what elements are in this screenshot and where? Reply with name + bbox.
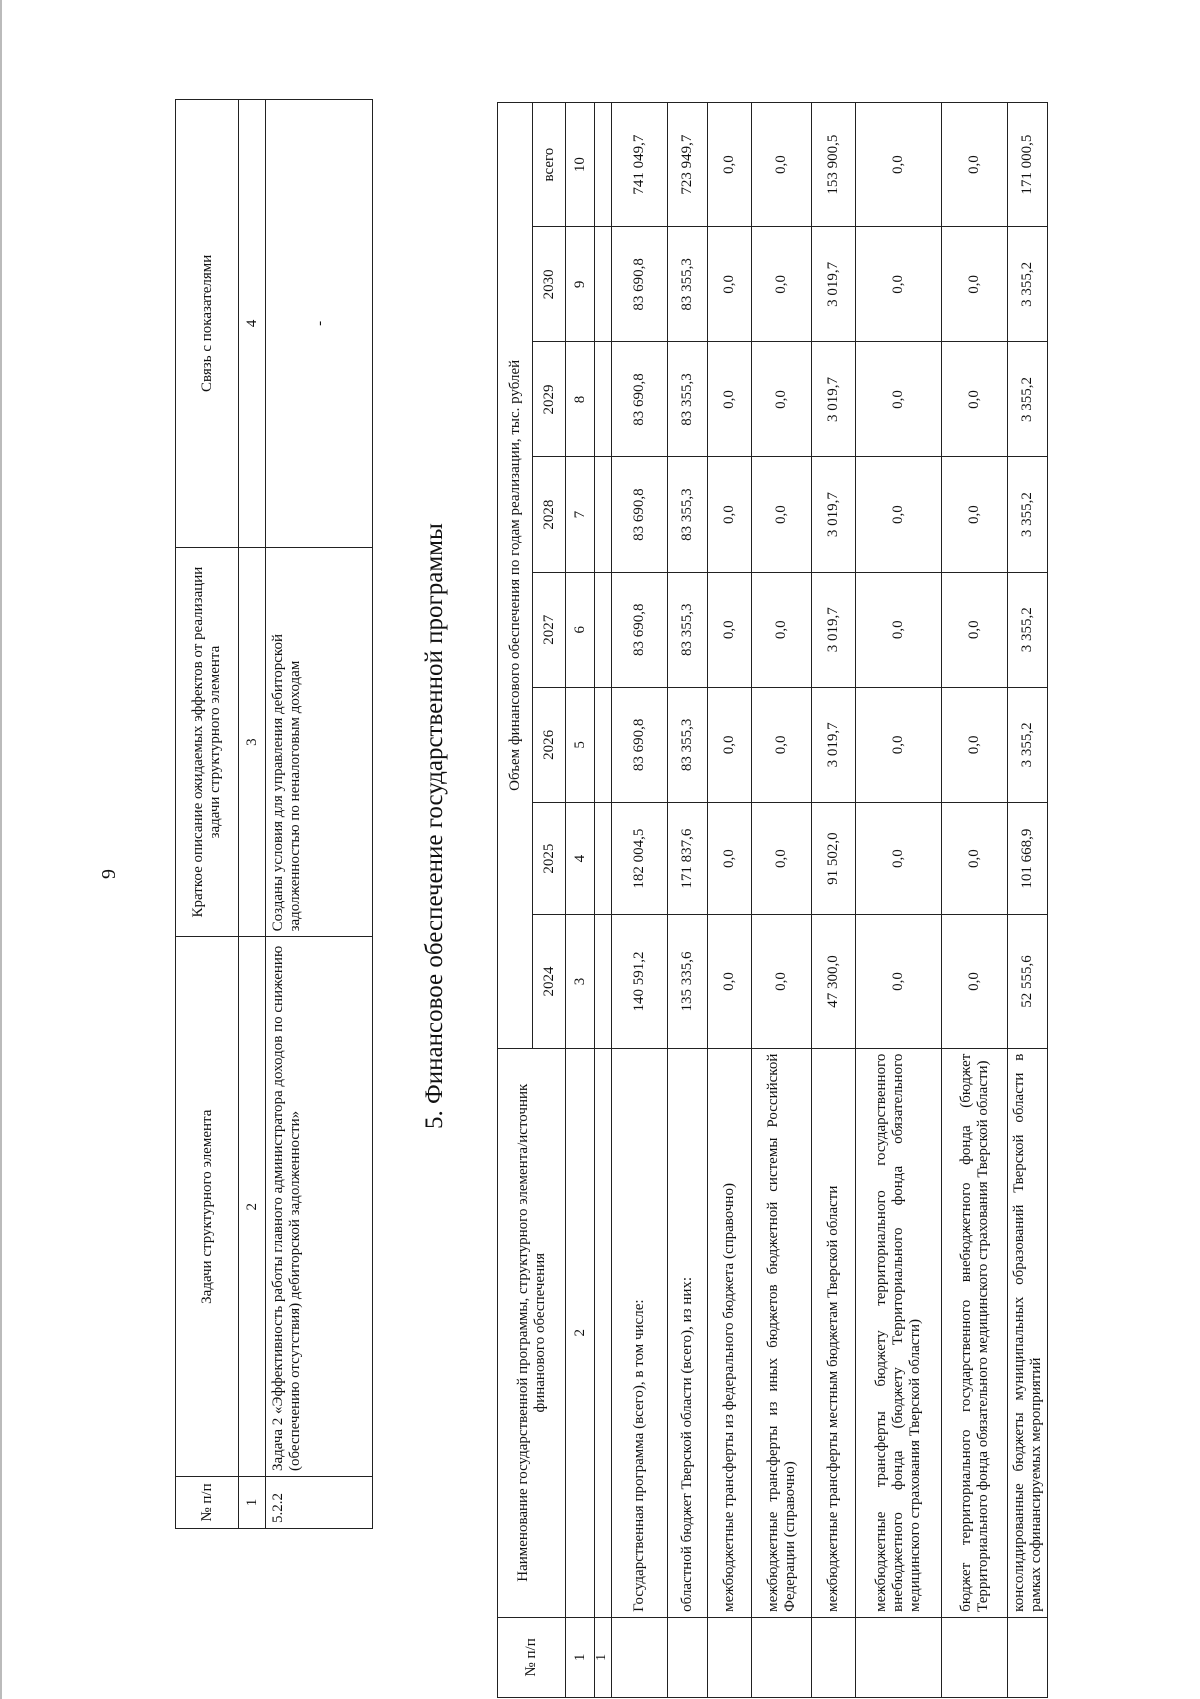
year-header: 2030 bbox=[533, 227, 566, 342]
finance-year-value: 91 502,0 bbox=[812, 802, 856, 915]
finance-year-value: 0,0 bbox=[856, 802, 942, 915]
finance-year-value: 135 335,6 bbox=[668, 915, 708, 1048]
finance-year-value: 3 019,7 bbox=[812, 572, 856, 687]
finance-year-value: 3 019,7 bbox=[812, 687, 856, 802]
finance-table bbox=[497, 102, 1048, 1698]
finance-colnum: 6 bbox=[566, 572, 595, 687]
finance-year-value: 3 355,2 bbox=[1008, 687, 1048, 802]
finance-year-value: 0,0 bbox=[856, 687, 942, 802]
finance-row bbox=[812, 103, 856, 1698]
finance-row-number bbox=[942, 1617, 1008, 1697]
finance-year-value: 83 355,3 bbox=[668, 572, 708, 687]
finance-year-value: 0,0 bbox=[856, 342, 942, 457]
finance-spacer-cell bbox=[595, 342, 612, 457]
task-text: Задача 2 «Эффективность работы главного администратора доходов по снижению (обеспечению отсутствия) дебиторской задолженности» bbox=[266, 937, 373, 1477]
finance-year-value: 0,0 bbox=[942, 457, 1008, 572]
tasks-header-link: Связь с показателями bbox=[176, 100, 239, 548]
finance-year-value: 0,0 bbox=[708, 802, 752, 915]
finance-year-value: 0,0 bbox=[752, 227, 812, 342]
finance-row-number: 1 bbox=[595, 1617, 612, 1697]
page-number: 9 bbox=[98, 869, 120, 879]
finance-year-value: 0,0 bbox=[856, 572, 942, 687]
finance-row-name: межбюджетные трансферты из федерального бюджета (справочно) bbox=[708, 1048, 752, 1617]
task-effect: Созданы условия для управления дебиторской задолженностью по неналоговым доходам bbox=[266, 547, 373, 937]
year-header: 2024 bbox=[533, 915, 566, 1048]
finance-year-value: 171 837,6 bbox=[668, 802, 708, 915]
tasks-header-task: Задачи структурного элемента bbox=[176, 937, 239, 1477]
finance-year-value: 52 555,6 bbox=[1008, 915, 1048, 1048]
tasks-table bbox=[175, 99, 373, 1529]
finance-year-value: 0,0 bbox=[942, 915, 1008, 1048]
finance-row-name: областной бюджет Тверской области (всего), из них: bbox=[668, 1048, 708, 1617]
finance-row-number bbox=[752, 1617, 812, 1697]
tasks-colnum: 1 bbox=[239, 1477, 266, 1529]
finance-year-value: 0,0 bbox=[856, 457, 942, 572]
finance-row bbox=[1008, 103, 1048, 1698]
finance-year-value: 182 004,5 bbox=[612, 802, 668, 915]
finance-row-number bbox=[856, 1617, 942, 1697]
finance-spacer-cell bbox=[595, 103, 612, 227]
finance-total-value: 741 049,7 bbox=[612, 103, 668, 227]
scan-edge-line bbox=[0, 0, 2, 1699]
finance-year-value: 83 690,8 bbox=[612, 572, 668, 687]
finance-year-value: 0,0 bbox=[708, 572, 752, 687]
tasks-row bbox=[266, 100, 373, 1529]
finance-year-value: 3 019,7 bbox=[812, 342, 856, 457]
task-link: - bbox=[266, 100, 373, 548]
finance-total-value: 153 900,5 bbox=[812, 103, 856, 227]
finance-colnum: 2 bbox=[566, 1048, 595, 1617]
year-header: 2026 bbox=[533, 687, 566, 802]
finance-year-value: 3 355,2 bbox=[1008, 342, 1048, 457]
finance-year-value: 3 019,7 bbox=[812, 457, 856, 572]
finance-row-name: межбюджетные трансферты бюджету территориального государственного внебюджетного фонда (бюджету Территориального фонда обязательного медицинского страхования Тверской области) bbox=[856, 1048, 942, 1617]
finance-row bbox=[612, 103, 668, 1698]
finance-row-number bbox=[668, 1617, 708, 1697]
year-header: 2028 bbox=[533, 457, 566, 572]
finance-year-value: 0,0 bbox=[708, 687, 752, 802]
tasks-colnum: 4 bbox=[239, 100, 266, 548]
finance-header-num: № п/п bbox=[498, 1617, 566, 1697]
tasks-header-row bbox=[176, 100, 239, 1529]
finance-year-value: 3 355,2 bbox=[1008, 457, 1048, 572]
tasks-header-effect: Краткое описание ожидаемых эффектов от реализации задачи структурного элемента bbox=[176, 547, 239, 937]
tasks-colnum: 2 bbox=[239, 937, 266, 1477]
finance-year-value: 0,0 bbox=[708, 915, 752, 1048]
finance-spacer-cell bbox=[595, 227, 612, 342]
finance-year-value: 47 300,0 bbox=[812, 915, 856, 1048]
finance-row-number bbox=[708, 1617, 752, 1697]
finance-year-value: 83 355,3 bbox=[668, 687, 708, 802]
finance-year-value: 0,0 bbox=[752, 687, 812, 802]
finance-colnum: 4 bbox=[566, 802, 595, 915]
finance-spacer-cell bbox=[595, 687, 612, 802]
finance-row bbox=[856, 103, 942, 1698]
finance-year-value: 0,0 bbox=[942, 227, 1008, 342]
finance-year-value: 0,0 bbox=[752, 915, 812, 1048]
finance-total-value: 0,0 bbox=[752, 103, 812, 227]
finance-colnum-row bbox=[566, 103, 595, 1698]
finance-year-value: 83 355,3 bbox=[668, 227, 708, 342]
finance-row bbox=[752, 103, 812, 1698]
tasks-colnum: 3 bbox=[239, 547, 266, 937]
year-header: 2029 bbox=[533, 342, 566, 457]
finance-year-value: 3 355,2 bbox=[1008, 572, 1048, 687]
finance-spacer-cell bbox=[595, 457, 612, 572]
finance-year-value: 83 690,8 bbox=[612, 342, 668, 457]
finance-row-number bbox=[1008, 1617, 1048, 1697]
finance-row-name: Государственная программа (всего), в том числе: bbox=[612, 1048, 668, 1617]
finance-year-value: 0,0 bbox=[752, 457, 812, 572]
finance-row-name: консолидированные бюджеты муниципальных образований Тверской области в рамках софинансируемых мероприятий bbox=[1008, 1048, 1048, 1617]
tasks-colnum-row bbox=[239, 100, 266, 1529]
finance-year-value: 83 355,3 bbox=[668, 342, 708, 457]
finance-colnum: 8 bbox=[566, 342, 595, 457]
finance-row-number bbox=[612, 1617, 668, 1697]
finance-year-value: 140 591,2 bbox=[612, 915, 668, 1048]
finance-year-value: 0,0 bbox=[942, 687, 1008, 802]
finance-row-name: бюджет территориального государственного внебюджетного фонда (бюджет Территориального фонда обязательного медицинского страхования Тверской области) bbox=[942, 1048, 1008, 1617]
finance-row bbox=[668, 103, 708, 1698]
task-number: 5.2.2 bbox=[266, 1477, 373, 1529]
tasks-header-num: № п/п bbox=[176, 1477, 239, 1529]
finance-year-value: 3 019,7 bbox=[812, 227, 856, 342]
finance-year-value: 101 668,9 bbox=[1008, 802, 1048, 915]
finance-year-value: 0,0 bbox=[708, 342, 752, 457]
finance-header-name: Наименование государственной программы, структурного элемента/источник финанового обеспечения bbox=[498, 1048, 566, 1617]
finance-year-value: 0,0 bbox=[752, 342, 812, 457]
finance-row bbox=[708, 103, 752, 1698]
finance-year-value: 83 690,8 bbox=[612, 687, 668, 802]
finance-year-value: 83 355,3 bbox=[668, 457, 708, 572]
finance-row bbox=[942, 103, 1008, 1698]
year-header: 2027 bbox=[533, 572, 566, 687]
finance-year-value: 0,0 bbox=[942, 342, 1008, 457]
finance-year-value: 0,0 bbox=[942, 572, 1008, 687]
finance-colnum: 9 bbox=[566, 227, 595, 342]
year-header: 2025 bbox=[533, 802, 566, 915]
finance-colnum: 5 bbox=[566, 687, 595, 802]
finance-total-value: 0,0 bbox=[856, 103, 942, 227]
finance-total-value: 0,0 bbox=[708, 103, 752, 227]
finance-total-value: 723 949,7 bbox=[668, 103, 708, 227]
finance-header-row bbox=[498, 103, 533, 1698]
finance-colnum: 10 bbox=[566, 103, 595, 227]
finance-colnum: 3 bbox=[566, 915, 595, 1048]
finance-row-name: межбюджетные трансферты местным бюджетам Тверской области bbox=[812, 1048, 856, 1617]
finance-row-number bbox=[812, 1617, 856, 1697]
finance-table-body bbox=[612, 103, 1048, 1698]
finance-spacer-cell bbox=[595, 802, 612, 915]
finance-year-value: 0,0 bbox=[856, 915, 942, 1048]
finance-spacer-cell bbox=[595, 915, 612, 1048]
total-header: всего bbox=[533, 103, 566, 227]
finance-total-value: 171 000,5 bbox=[1008, 103, 1048, 227]
finance-spacer-cell bbox=[595, 1048, 612, 1617]
finance-total-value: 0,0 bbox=[942, 103, 1008, 227]
finance-colnum: 1 bbox=[566, 1617, 595, 1697]
finance-year-value: 0,0 bbox=[708, 227, 752, 342]
finance-year-value: 0,0 bbox=[942, 802, 1008, 915]
section-title: 5. Финансовое обеспечение государственной программы bbox=[421, 523, 448, 1129]
finance-year-value: 0,0 bbox=[752, 802, 812, 915]
finance-spacer-cell bbox=[595, 572, 612, 687]
finance-year-value: 0,0 bbox=[708, 457, 752, 572]
finance-year-value: 83 690,8 bbox=[612, 227, 668, 342]
finance-header-volume: Объем финансового обеспечения по годам реализации, тыс. рублей bbox=[498, 103, 533, 1049]
finance-spacer-row bbox=[595, 103, 612, 1698]
finance-row-name: межбюджетные трансферты из иных бюджетов бюджетной системы Российской Федерации (справочно) bbox=[752, 1048, 812, 1617]
finance-year-value: 83 690,8 bbox=[612, 457, 668, 572]
finance-year-value: 0,0 bbox=[856, 227, 942, 342]
finance-colnum: 7 bbox=[566, 457, 595, 572]
finance-year-value: 0,0 bbox=[752, 572, 812, 687]
finance-year-value: 3 355,2 bbox=[1008, 227, 1048, 342]
